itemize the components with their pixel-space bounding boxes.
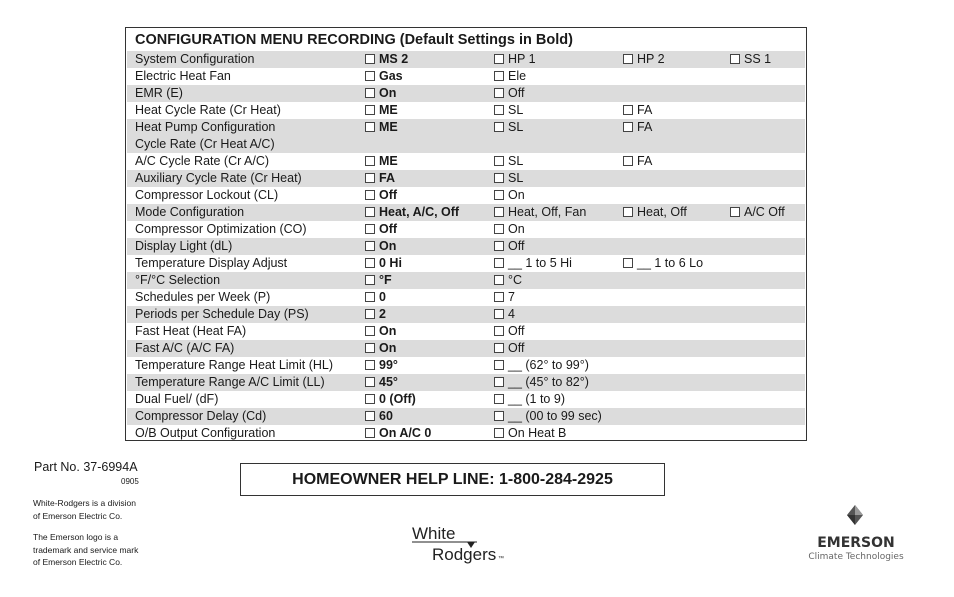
config-row xyxy=(127,170,805,187)
config-option xyxy=(494,408,602,425)
default-option-label: ME xyxy=(379,120,398,134)
option-checkbox[interactable] xyxy=(365,377,375,387)
config-option xyxy=(365,119,398,136)
config-option xyxy=(494,357,589,374)
default-option-label: ME xyxy=(379,153,398,168)
config-row xyxy=(127,85,805,102)
config-row xyxy=(127,323,805,340)
option-checkbox[interactable] xyxy=(494,394,504,404)
default-option-label: FA xyxy=(379,170,395,185)
part-date-code: 0905 xyxy=(121,477,139,486)
option-checkbox[interactable] xyxy=(365,54,375,64)
option-checkbox[interactable] xyxy=(365,394,375,404)
config-option xyxy=(365,272,392,289)
option-label: __ 1 to 6 Lo xyxy=(637,255,704,270)
config-row xyxy=(127,306,805,323)
option-label: SL xyxy=(508,103,524,117)
default-option-label: 99° xyxy=(379,357,398,372)
default-option-label: On xyxy=(379,238,397,253)
config-option xyxy=(365,221,397,238)
option-label: SL xyxy=(508,153,524,168)
default-option-label: 0 Hi xyxy=(379,255,402,270)
config-option xyxy=(494,221,525,238)
option-checkbox[interactable] xyxy=(494,377,504,387)
option-checkbox[interactable] xyxy=(494,173,504,183)
config-option xyxy=(365,170,395,187)
config-option xyxy=(365,153,398,170)
option-checkbox[interactable] xyxy=(494,292,504,302)
option-checkbox[interactable] xyxy=(623,122,633,132)
config-option xyxy=(494,289,515,306)
config-option xyxy=(494,119,523,136)
option-label: FA xyxy=(637,153,653,168)
option-label: Heat, Off, Fan xyxy=(508,204,587,219)
config-row-label-line: Compressor Delay (Cd) xyxy=(135,408,267,423)
config-row-label-line: Fast Heat (Heat FA) xyxy=(135,323,247,338)
config-option xyxy=(494,272,522,289)
option-label: On xyxy=(508,221,525,236)
config-option xyxy=(365,238,396,255)
config-row-label xyxy=(135,408,266,425)
option-checkbox[interactable] xyxy=(494,428,504,438)
emerson-wordmark: EMERSON xyxy=(817,535,895,551)
default-option-label: 45° xyxy=(379,374,398,389)
config-row-label-line: System Configuration xyxy=(135,52,255,66)
default-option-label: MS 2 xyxy=(379,52,409,66)
config-row xyxy=(127,272,805,289)
option-label: 4 xyxy=(508,306,515,321)
config-row-label-line: Compressor Optimization (CO) xyxy=(135,221,307,236)
config-option xyxy=(494,153,523,170)
option-label: °C xyxy=(508,272,523,287)
option-label: __ (1 to 9) xyxy=(508,391,565,406)
config-row-label xyxy=(135,357,333,374)
config-option xyxy=(494,187,525,204)
config-row-label xyxy=(135,102,281,119)
config-row-label xyxy=(135,323,246,340)
config-row-label-line: Cycle Rate (Cr Heat A/C) xyxy=(135,136,275,151)
option-label: Heat, Off xyxy=(637,204,687,219)
option-checkbox[interactable] xyxy=(365,88,375,98)
option-checkbox[interactable] xyxy=(494,343,504,353)
config-option xyxy=(365,289,386,306)
option-checkbox[interactable] xyxy=(494,326,504,336)
config-option xyxy=(365,68,403,85)
option-label: On xyxy=(508,187,525,202)
option-label: __ 1 to 5 Hi xyxy=(508,255,572,270)
config-row-label xyxy=(135,340,234,357)
config-row-label-line: Mode Configuration xyxy=(135,204,245,219)
config-row xyxy=(127,289,805,306)
division-note xyxy=(33,497,136,522)
division-line: of Emerson Electric Co. xyxy=(33,510,123,521)
config-row-label-line: O/B Output Configuration xyxy=(135,425,276,440)
option-checkbox[interactable] xyxy=(494,411,504,421)
option-label: 7 xyxy=(508,289,515,304)
option-checkbox[interactable] xyxy=(365,360,375,370)
config-option xyxy=(730,51,771,68)
config-row-label xyxy=(135,119,275,152)
config-row-label-line: Electric Heat Fan xyxy=(135,69,231,83)
division-line: White-Rodgers is a division xyxy=(33,498,136,508)
config-option xyxy=(623,204,687,221)
default-option-label: On xyxy=(379,323,397,338)
config-option xyxy=(494,238,524,255)
config-option xyxy=(494,51,536,68)
config-row-label-line: Dual Fuel/ (dF) xyxy=(135,391,219,406)
default-option-label: Gas xyxy=(379,69,403,83)
config-row-label-line: Display Light (dL) xyxy=(135,238,233,253)
option-label: FA xyxy=(637,103,653,117)
default-option-label: On A/C 0 xyxy=(379,425,432,440)
option-checkbox[interactable] xyxy=(365,207,375,217)
config-row-label-line: EMR (E) xyxy=(135,86,183,100)
config-row-label-line: Compressor Lockout (CL) xyxy=(135,187,279,202)
config-row xyxy=(127,357,805,374)
option-label: SL xyxy=(508,170,524,185)
default-option-label: °F xyxy=(379,272,392,287)
option-checkbox[interactable] xyxy=(730,54,740,64)
config-row-label xyxy=(135,391,218,408)
config-row-label xyxy=(135,85,183,102)
option-checkbox[interactable] xyxy=(623,54,633,64)
option-checkbox[interactable] xyxy=(365,156,375,166)
option-checkbox[interactable] xyxy=(623,156,633,166)
config-option xyxy=(365,323,396,340)
config-option xyxy=(623,51,665,68)
option-checkbox[interactable] xyxy=(365,190,375,200)
config-option xyxy=(623,119,652,136)
option-checkbox[interactable] xyxy=(365,71,375,81)
config-row-label-line: Temperature Display Adjust xyxy=(135,255,288,270)
option-checkbox[interactable] xyxy=(365,411,375,421)
option-checkbox[interactable] xyxy=(365,309,375,319)
default-option-label: On xyxy=(379,86,397,100)
config-row-label xyxy=(135,306,309,323)
config-row-label-line: Heat Cycle Rate (Cr Heat) xyxy=(135,103,281,117)
config-option xyxy=(494,102,523,119)
config-row xyxy=(127,255,805,272)
config-option xyxy=(365,425,431,442)
config-row-label-line: Fast A/C (A/C FA) xyxy=(135,340,235,355)
option-checkbox[interactable] xyxy=(365,173,375,183)
default-option-label: On xyxy=(379,340,397,355)
option-checkbox[interactable] xyxy=(365,258,375,268)
option-checkbox[interactable] xyxy=(365,292,375,302)
config-row xyxy=(127,68,805,85)
config-row-label-line: A/C Cycle Rate (Cr A/C) xyxy=(135,153,270,168)
default-option-label: Off xyxy=(379,187,398,202)
config-row-label xyxy=(135,374,325,391)
config-row-label-line: Temperature Range A/C Limit (LL) xyxy=(135,374,325,389)
option-checkbox[interactable] xyxy=(365,224,375,234)
trademark-line: trademark and service mark xyxy=(33,544,139,555)
config-row xyxy=(127,408,805,425)
config-row-label-line: Temperature Range Heat Limit (HL) xyxy=(135,357,333,372)
option-label: SL xyxy=(508,120,524,134)
wr-logo-line1: White xyxy=(412,524,456,543)
config-option xyxy=(365,255,402,272)
config-row-label xyxy=(135,170,302,187)
config-option xyxy=(494,323,524,340)
wr-logo-tm: ™ xyxy=(498,556,504,562)
option-label: SS 1 xyxy=(744,52,772,66)
config-row xyxy=(127,187,805,204)
table-title: CONFIGURATION MENU RECORDING (Default Settings in Bold) xyxy=(135,32,573,48)
config-row xyxy=(127,391,805,408)
config-menu-table xyxy=(125,27,807,441)
option-checkbox[interactable] xyxy=(494,156,504,166)
default-option-label: 0 (Off) xyxy=(379,391,416,406)
option-checkbox[interactable] xyxy=(494,88,504,98)
config-row xyxy=(127,374,805,391)
option-label: __ (45° to 82°) xyxy=(508,374,589,389)
default-option-label: 0 xyxy=(379,289,386,304)
config-option xyxy=(365,374,398,391)
config-option xyxy=(365,306,386,323)
config-option xyxy=(365,85,396,102)
default-option-label: 2 xyxy=(379,306,386,321)
config-option xyxy=(494,374,589,391)
config-row-label xyxy=(135,221,307,238)
option-checkbox[interactable] xyxy=(494,207,504,217)
config-option xyxy=(494,255,572,272)
option-label: FA xyxy=(637,120,653,134)
option-checkbox[interactable] xyxy=(365,275,375,285)
option-checkbox[interactable] xyxy=(494,122,504,132)
option-checkbox[interactable] xyxy=(494,360,504,370)
config-option xyxy=(623,102,652,119)
config-row xyxy=(127,204,805,221)
option-checkbox[interactable] xyxy=(494,275,504,285)
default-option-label: 60 xyxy=(379,408,393,423)
option-checkbox[interactable] xyxy=(494,309,504,319)
config-option xyxy=(494,306,515,323)
option-checkbox[interactable] xyxy=(494,241,504,251)
config-row-label-line: Schedules per Week (P) xyxy=(135,289,271,304)
config-row xyxy=(127,221,805,238)
config-option xyxy=(494,170,523,187)
option-label: HP 2 xyxy=(637,52,665,66)
config-row-label xyxy=(135,68,231,85)
trademark-note xyxy=(33,531,138,569)
helpline-text: HOMEOWNER HELP LINE: 1-800-284-2925 xyxy=(292,470,613,488)
config-option xyxy=(365,187,397,204)
option-checkbox[interactable] xyxy=(365,428,375,438)
option-label: Off xyxy=(508,323,525,338)
config-row-label-line: Auxiliary Cycle Rate (Cr Heat) xyxy=(135,170,302,185)
wr-logo-line2: Rodgers xyxy=(432,545,497,564)
config-row-label xyxy=(135,204,244,221)
emerson-diamond-icon xyxy=(847,505,863,525)
config-option xyxy=(365,102,398,119)
config-option xyxy=(494,85,524,102)
config-option xyxy=(623,255,703,272)
option-checkbox[interactable] xyxy=(365,122,375,132)
option-checkbox[interactable] xyxy=(623,207,633,217)
config-row-label-line: Heat Pump Configuration xyxy=(135,120,276,134)
option-label: A/C Off xyxy=(744,204,785,219)
config-option xyxy=(365,51,408,68)
option-checkbox[interactable] xyxy=(494,258,504,268)
config-row xyxy=(127,153,805,170)
config-option xyxy=(365,204,459,221)
homeowner-helpline-box xyxy=(240,463,665,496)
option-checkbox[interactable] xyxy=(494,224,504,234)
option-checkbox[interactable] xyxy=(494,190,504,200)
option-checkbox[interactable] xyxy=(494,105,504,115)
option-checkbox[interactable] xyxy=(365,326,375,336)
default-option-label: ME xyxy=(379,103,398,117)
option-checkbox[interactable] xyxy=(365,105,375,115)
config-option xyxy=(730,204,785,221)
default-option-label: Off xyxy=(379,221,398,236)
option-checkbox[interactable] xyxy=(365,241,375,251)
emerson-logo xyxy=(798,503,914,565)
config-row-label-line: Periods per Schedule Day (PS) xyxy=(135,306,309,321)
option-label: __ (62° to 99°) xyxy=(508,357,589,372)
config-row-label xyxy=(135,238,232,255)
default-option-label: Heat, A/C, Off xyxy=(379,204,460,219)
config-row-label xyxy=(135,255,287,272)
config-option xyxy=(623,153,652,170)
config-row-label xyxy=(135,187,278,204)
config-row-label xyxy=(135,153,269,170)
config-option xyxy=(494,68,526,85)
option-label: Off xyxy=(508,340,525,355)
config-row-label-line: °F/°C Selection xyxy=(135,272,221,287)
option-label: __ (00 to 99 sec) xyxy=(508,408,602,423)
config-row-label xyxy=(135,51,255,68)
option-checkbox[interactable] xyxy=(730,207,740,217)
config-option xyxy=(494,204,586,221)
config-row-label xyxy=(135,289,270,306)
option-label: On Heat B xyxy=(508,425,567,440)
config-option xyxy=(494,391,565,408)
config-row xyxy=(127,119,805,153)
emerson-tagline: Climate Technologies xyxy=(808,552,904,562)
config-row xyxy=(127,238,805,255)
trademark-line: The Emerson logo is a xyxy=(33,532,119,542)
config-option xyxy=(365,391,416,408)
config-row xyxy=(127,51,805,68)
part-number: Part No. 37-6994A xyxy=(34,460,138,474)
option-checkbox[interactable] xyxy=(365,343,375,353)
config-row xyxy=(127,102,805,119)
config-option xyxy=(494,340,524,357)
white-rodgers-logo xyxy=(405,520,525,568)
config-option xyxy=(494,425,566,442)
config-option xyxy=(365,408,393,425)
config-row xyxy=(127,425,805,442)
config-option xyxy=(365,340,396,357)
option-checkbox[interactable] xyxy=(494,54,504,64)
config-row-label xyxy=(135,425,275,442)
option-checkbox[interactable] xyxy=(623,258,633,268)
option-label: Ele xyxy=(508,69,527,83)
option-label: Off xyxy=(508,238,525,253)
option-label: Off xyxy=(508,86,525,100)
trademark-line: of Emerson Electric Co. xyxy=(33,557,123,567)
option-checkbox[interactable] xyxy=(623,105,633,115)
config-row-label xyxy=(135,272,220,289)
config-row xyxy=(127,340,805,357)
option-label: HP 1 xyxy=(508,52,536,66)
config-option xyxy=(365,357,398,374)
option-checkbox[interactable] xyxy=(494,71,504,81)
